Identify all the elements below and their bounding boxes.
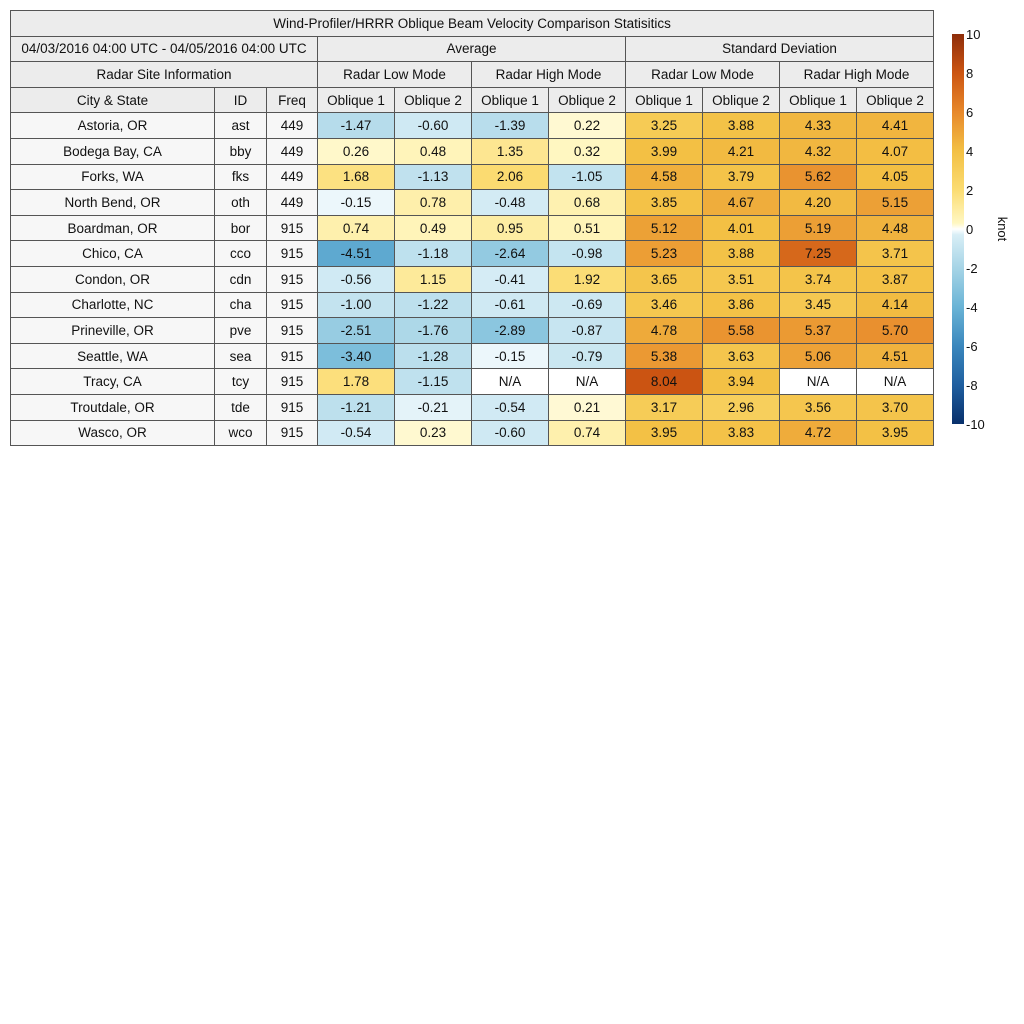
std-high-oblique1-cell: 5.37 (780, 318, 857, 344)
site-id: oth (215, 190, 267, 216)
std-high-oblique2-cell: 5.15 (857, 190, 934, 216)
std-low-oblique1-cell: 5.23 (626, 241, 703, 267)
table-row (11, 215, 934, 241)
colorbar-tick-label: 8 (966, 66, 974, 81)
avg-high-oblique1-cell: -0.61 (472, 292, 549, 318)
colorbar-tick-label: -10 (966, 417, 985, 432)
std-low-oblique1-cell: 3.85 (626, 190, 703, 216)
avg-low-mode-header: Radar Low Mode (318, 62, 472, 88)
oblique2-header: Oblique 2 (549, 87, 626, 113)
std-low-oblique1-cell: 5.12 (626, 215, 703, 241)
table-row (11, 241, 934, 267)
colorbar-tick-label: 6 (966, 105, 974, 120)
std-high-oblique1-cell: 7.25 (780, 241, 857, 267)
oblique1-header: Oblique 1 (626, 87, 703, 113)
avg-high-oblique1-cell: -0.15 (472, 343, 549, 369)
site-freq: 915 (267, 292, 318, 318)
table-title: Wind-Profiler/HRRR Oblique Beam Velocity Comparison Statisitics (11, 11, 934, 37)
std-high-oblique2-cell: 5.70 (857, 318, 934, 344)
site-id: cha (215, 292, 267, 318)
site-city: Bodega Bay, CA (11, 138, 215, 164)
avg-low-oblique2-cell: -1.28 (395, 343, 472, 369)
site-id: tde (215, 394, 267, 420)
avg-low-oblique1-cell: -4.51 (318, 241, 395, 267)
std-low-oblique1-cell: 5.38 (626, 343, 703, 369)
site-freq: 915 (267, 266, 318, 292)
avg-low-oblique2-cell: -1.15 (395, 369, 472, 395)
avg-high-oblique1-cell: -2.64 (472, 241, 549, 267)
avg-low-oblique1-cell: 1.68 (318, 164, 395, 190)
site-freq: 915 (267, 241, 318, 267)
table-row (11, 420, 934, 446)
std-low-oblique2-cell: 2.96 (703, 394, 780, 420)
avg-high-mode-header: Radar High Mode (472, 62, 626, 88)
site-city: Boardman, OR (11, 215, 215, 241)
id-header: ID (215, 87, 267, 113)
std-high-oblique2-cell: N/A (857, 369, 934, 395)
stats-table (10, 10, 934, 446)
avg-high-oblique2-cell: -0.79 (549, 343, 626, 369)
std-low-oblique1-cell: 3.95 (626, 420, 703, 446)
colorbar-legend (942, 24, 1022, 436)
table-row (11, 292, 934, 318)
avg-low-oblique1-cell: 0.26 (318, 138, 395, 164)
std-high-oblique1-cell: 5.06 (780, 343, 857, 369)
std-high-oblique2-cell: 4.41 (857, 113, 934, 139)
colorbar-gradient (952, 34, 964, 424)
avg-low-oblique1-cell: -3.40 (318, 343, 395, 369)
site-id: wco (215, 420, 267, 446)
std-high-oblique2-cell: 4.07 (857, 138, 934, 164)
avg-high-oblique1-cell: -2.89 (472, 318, 549, 344)
avg-high-oblique2-cell: N/A (549, 369, 626, 395)
table-row (11, 318, 934, 344)
avg-low-oblique1-cell: -1.00 (318, 292, 395, 318)
avg-low-oblique2-cell: 0.49 (395, 215, 472, 241)
site-city: North Bend, OR (11, 190, 215, 216)
avg-high-oblique2-cell: 0.22 (549, 113, 626, 139)
std-high-oblique2-cell: 4.14 (857, 292, 934, 318)
oblique2-header: Oblique 2 (395, 87, 472, 113)
avg-high-oblique2-cell: 0.32 (549, 138, 626, 164)
avg-high-oblique1-cell: 2.06 (472, 164, 549, 190)
std-high-oblique1-cell: 4.32 (780, 138, 857, 164)
site-id: tcy (215, 369, 267, 395)
std-low-oblique1-cell: 3.25 (626, 113, 703, 139)
std-high-oblique2-cell: 4.05 (857, 164, 934, 190)
oblique2-header: Oblique 2 (703, 87, 780, 113)
oblique1-header: Oblique 1 (318, 87, 395, 113)
site-city: Chico, CA (11, 241, 215, 267)
site-city: Astoria, OR (11, 113, 215, 139)
colorbar-tick-label: -2 (966, 261, 978, 276)
std-low-oblique1-cell: 3.17 (626, 394, 703, 420)
site-id: ast (215, 113, 267, 139)
site-id: pve (215, 318, 267, 344)
avg-high-oblique2-cell: 1.92 (549, 266, 626, 292)
site-freq: 915 (267, 318, 318, 344)
std-high-oblique1-cell: 3.74 (780, 266, 857, 292)
std-high-mode-header: Radar High Mode (780, 62, 934, 88)
std-low-oblique2-cell: 3.88 (703, 113, 780, 139)
std-low-oblique2-cell: 4.01 (703, 215, 780, 241)
avg-low-oblique2-cell: -0.60 (395, 113, 472, 139)
std-high-oblique1-cell: 3.56 (780, 394, 857, 420)
std-low-oblique2-cell: 3.63 (703, 343, 780, 369)
avg-high-oblique1-cell: 0.95 (472, 215, 549, 241)
std-low-oblique2-cell: 3.51 (703, 266, 780, 292)
std-low-oblique2-cell: 5.58 (703, 318, 780, 344)
std-high-oblique2-cell: 4.48 (857, 215, 934, 241)
avg-low-oblique2-cell: -0.21 (395, 394, 472, 420)
avg-low-oblique1-cell: -0.56 (318, 266, 395, 292)
std-high-oblique2-cell: 4.51 (857, 343, 934, 369)
avg-high-oblique1-cell: -0.48 (472, 190, 549, 216)
site-id: fks (215, 164, 267, 190)
avg-low-oblique2-cell: 0.23 (395, 420, 472, 446)
avg-low-oblique1-cell: 0.74 (318, 215, 395, 241)
std-low-oblique1-cell: 3.99 (626, 138, 703, 164)
avg-high-oblique2-cell: 0.21 (549, 394, 626, 420)
avg-low-oblique1-cell: -2.51 (318, 318, 395, 344)
site-freq: 915 (267, 369, 318, 395)
std-low-oblique1-cell: 3.46 (626, 292, 703, 318)
table-row (11, 394, 934, 420)
table-row (11, 343, 934, 369)
site-city: Forks, WA (11, 164, 215, 190)
site-freq: 915 (267, 394, 318, 420)
avg-high-oblique1-cell: -0.54 (472, 394, 549, 420)
site-id: cco (215, 241, 267, 267)
site-freq: 915 (267, 215, 318, 241)
freq-header: Freq (267, 87, 318, 113)
colorbar-tick-label: 4 (966, 144, 974, 159)
colorbar-tick-label: 0 (966, 222, 974, 237)
std-high-oblique2-cell: 3.95 (857, 420, 934, 446)
site-id: sea (215, 343, 267, 369)
std-low-oblique2-cell: 4.67 (703, 190, 780, 216)
table-row (11, 190, 934, 216)
std-high-oblique1-cell: 3.45 (780, 292, 857, 318)
avg-high-oblique2-cell: -0.69 (549, 292, 626, 318)
table-row (11, 369, 934, 395)
colorbar-unit-label: knot (995, 216, 1010, 242)
site-city: Charlotte, NC (11, 292, 215, 318)
std-high-oblique2-cell: 3.71 (857, 241, 934, 267)
std-high-oblique1-cell: 4.20 (780, 190, 857, 216)
site-freq: 915 (267, 343, 318, 369)
std-low-oblique1-cell: 3.65 (626, 266, 703, 292)
site-city: Seattle, WA (11, 343, 215, 369)
avg-low-oblique2-cell: -1.76 (395, 318, 472, 344)
avg-high-oblique2-cell: 0.68 (549, 190, 626, 216)
avg-low-oblique2-cell: 0.78 (395, 190, 472, 216)
site-freq: 449 (267, 113, 318, 139)
site-city: Tracy, CA (11, 369, 215, 395)
colorbar-tick-label: -6 (966, 339, 978, 354)
colorbar-tick-label: -8 (966, 378, 978, 393)
site-city: Condon, OR (11, 266, 215, 292)
avg-high-oblique2-cell: -0.87 (549, 318, 626, 344)
site-freq: 449 (267, 164, 318, 190)
site-freq: 915 (267, 420, 318, 446)
oblique1-header: Oblique 1 (780, 87, 857, 113)
site-id: bby (215, 138, 267, 164)
site-freq: 449 (267, 190, 318, 216)
avg-high-oblique2-cell: -1.05 (549, 164, 626, 190)
std-high-oblique2-cell: 3.87 (857, 266, 934, 292)
std-low-oblique2-cell: 3.88 (703, 241, 780, 267)
avg-low-oblique2-cell: 0.48 (395, 138, 472, 164)
std-dev-header: Standard Deviation (626, 36, 934, 62)
avg-low-oblique2-cell: -1.13 (395, 164, 472, 190)
avg-low-oblique2-cell: -1.18 (395, 241, 472, 267)
avg-low-oblique1-cell: 1.78 (318, 369, 395, 395)
oblique2-header: Oblique 2 (857, 87, 934, 113)
average-header: Average (318, 36, 626, 62)
std-low-oblique1-cell: 4.78 (626, 318, 703, 344)
site-city: Troutdale, OR (11, 394, 215, 420)
std-high-oblique1-cell: 4.33 (780, 113, 857, 139)
colorbar-tick-label: 10 (966, 27, 981, 42)
oblique1-header: Oblique 1 (472, 87, 549, 113)
colorbar-tick-label: 2 (966, 183, 974, 198)
std-low-oblique2-cell: 3.86 (703, 292, 780, 318)
avg-high-oblique1-cell: -1.39 (472, 113, 549, 139)
period-label: 04/03/2016 04:00 UTC - 04/05/2016 04:00 UTC (11, 36, 318, 62)
std-low-mode-header: Radar Low Mode (626, 62, 780, 88)
city-state-header: City & State (11, 87, 215, 113)
avg-low-oblique1-cell: -0.54 (318, 420, 395, 446)
std-low-oblique2-cell: 3.83 (703, 420, 780, 446)
table-row (11, 164, 934, 190)
colorbar-tick-label: -4 (966, 300, 978, 315)
std-high-oblique2-cell: 3.70 (857, 394, 934, 420)
site-city: Wasco, OR (11, 420, 215, 446)
std-low-oblique1-cell: 4.58 (626, 164, 703, 190)
table-row (11, 266, 934, 292)
avg-low-oblique2-cell: -1.22 (395, 292, 472, 318)
std-high-oblique1-cell: 5.19 (780, 215, 857, 241)
avg-low-oblique1-cell: -1.21 (318, 394, 395, 420)
site-id: bor (215, 215, 267, 241)
avg-low-oblique1-cell: -1.47 (318, 113, 395, 139)
std-high-oblique1-cell: N/A (780, 369, 857, 395)
std-high-oblique1-cell: 5.62 (780, 164, 857, 190)
avg-low-oblique2-cell: 1.15 (395, 266, 472, 292)
avg-high-oblique2-cell: -0.98 (549, 241, 626, 267)
avg-high-oblique1-cell: -0.60 (472, 420, 549, 446)
avg-high-oblique1-cell: -0.41 (472, 266, 549, 292)
avg-low-oblique1-cell: -0.15 (318, 190, 395, 216)
std-low-oblique2-cell: 3.94 (703, 369, 780, 395)
std-high-oblique1-cell: 4.72 (780, 420, 857, 446)
avg-high-oblique2-cell: 0.74 (549, 420, 626, 446)
table-row (11, 138, 934, 164)
avg-high-oblique1-cell: N/A (472, 369, 549, 395)
site-city: Prineville, OR (11, 318, 215, 344)
avg-high-oblique1-cell: 1.35 (472, 138, 549, 164)
std-low-oblique1-cell: 8.04 (626, 369, 703, 395)
site-freq: 449 (267, 138, 318, 164)
table-row (11, 113, 934, 139)
site-info-header: Radar Site Information (11, 62, 318, 88)
site-id: cdn (215, 266, 267, 292)
std-low-oblique2-cell: 4.21 (703, 138, 780, 164)
std-low-oblique2-cell: 3.79 (703, 164, 780, 190)
avg-high-oblique2-cell: 0.51 (549, 215, 626, 241)
